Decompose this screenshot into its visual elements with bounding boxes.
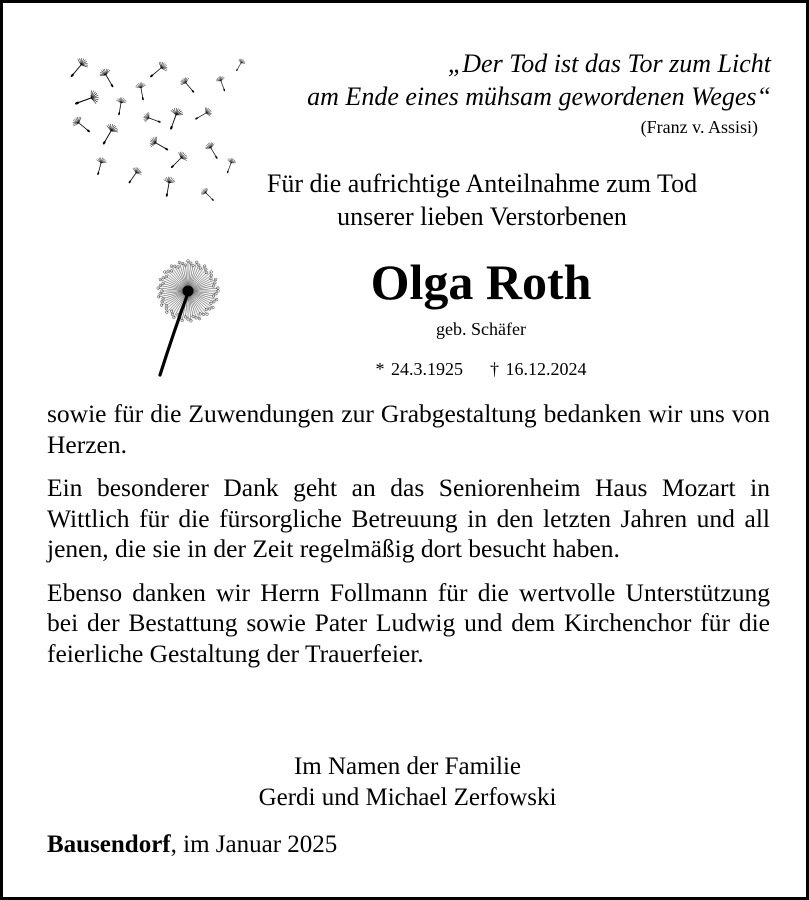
- quote-text: [243, 47, 771, 113]
- birth-date: * 24.3.1925: [375, 359, 463, 379]
- paragraph-2: Ein besonderer Dank geht an das Seniorenheim Haus Mozart in Wittlich für die fürsorgliche Betreuung in den letzten Jahren und all jenen, die sie in der Zeit regelmäßig dort besucht haben.: [47, 473, 770, 563]
- closing-line-1: Im Namen der Familie: [293, 753, 521, 780]
- intro-line-1: Für die aufrichtige Anteilnahme zum Tod: [266, 169, 698, 198]
- closing-line-2: Gerdi und Michael Zerfowski: [258, 784, 557, 811]
- quote-line-1: „Der Tod ist das Tor zum Licht: [447, 49, 771, 78]
- place-and-date: [47, 829, 337, 860]
- dandelion-seeds-icon: [61, 43, 251, 213]
- quote-line-2: am Ende eines mühsam gewordenen Weges“: [307, 82, 771, 111]
- intro-line-2: unserer lieben Verstorbenen: [337, 202, 627, 231]
- life-dates: [283, 358, 679, 380]
- intro-text: [233, 167, 731, 233]
- dandelion-flower-icon: [146, 251, 238, 379]
- closing-signature: [203, 751, 612, 813]
- thank-you-text: [47, 399, 770, 682]
- quote-author: (Franz v. Assisi): [640, 117, 758, 137]
- deceased-name: Olga Roth: [370, 254, 592, 310]
- place-name: Bausendorf: [47, 831, 171, 858]
- date-text: , im Januar 2025: [170, 831, 338, 858]
- maiden-name: geb. Schäfer: [436, 319, 526, 339]
- paragraph-1: sowie für die Zuwendungen zur Grabgestaltung bedanken wir uns von Herzen.: [47, 399, 770, 459]
- death-date: † 16.12.2024: [490, 359, 587, 379]
- paragraph-3: Ebenso danken wir Herrn Follmann für die wertvolle Unterstützung bei der Bestattung sowie Pater Ludwig und dem Kirchenchor für die feierliche Gestaltung der Trauerfeier.: [47, 577, 770, 668]
